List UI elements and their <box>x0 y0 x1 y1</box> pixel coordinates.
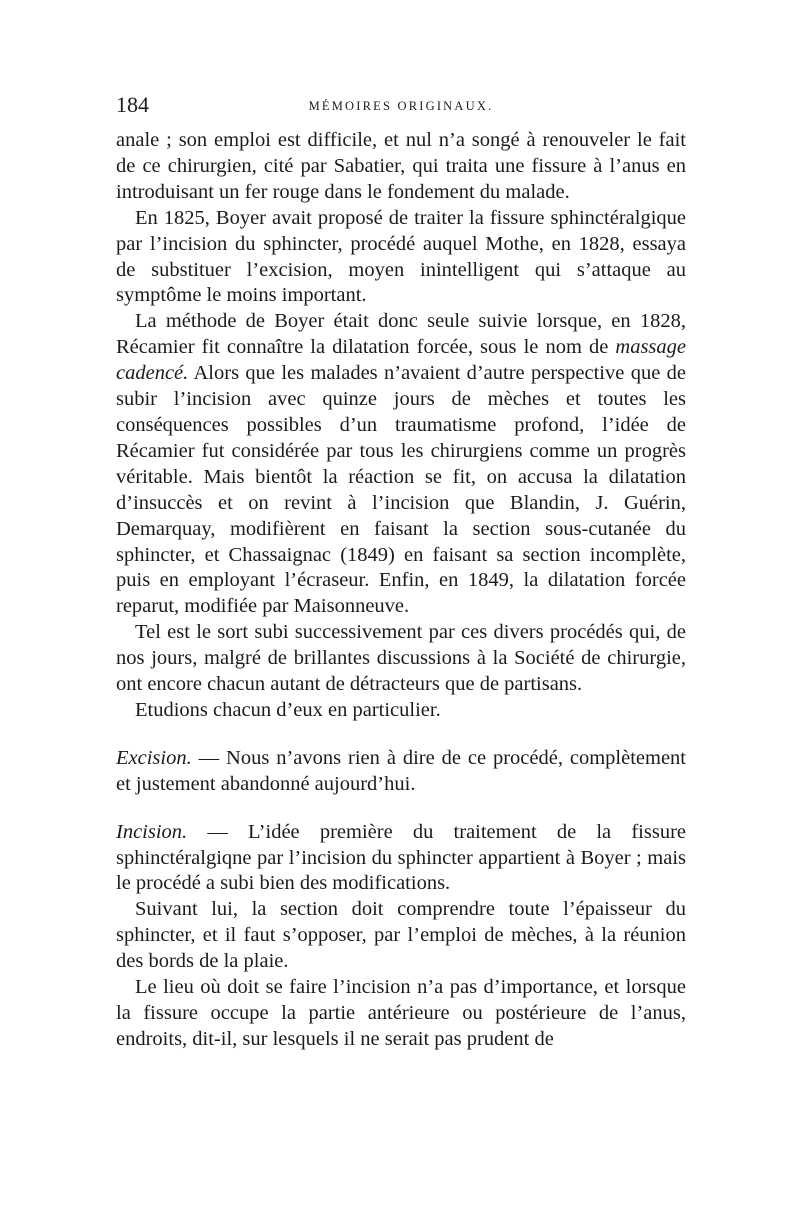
paragraph-procedures-fate: Tel est le sort subi successivement par ces divers procédés qui, de nos jours, malgré de brillantes discussions à la Société de chirurgie, ont encore chacun autant de détracteurs que de partisans. <box>116 621 686 696</box>
paragraph-recamier-text-1: La méthode de Boyer était donc seule suivie lorsque, en 1828, Récamier fit connaître la dilatation forcée, sous le nom de <box>116 310 686 359</box>
massage-cadence-term: massage cadencé. <box>116 336 686 385</box>
running-title: MÉMOIRES ORIGINAUX. <box>308 99 494 113</box>
incision-heading: Incision. <box>116 820 188 843</box>
paragraph-continuation: anale ; son emploi est difficile, et nul n’a songé à renouveler le fait de ce chirurgien, cité par Sabatier, qui traita une fissure à l’anus en introduisant un fer rouge dans le fondement du malade. <box>116 129 686 203</box>
paragraph-study-each: Etudions chacun d’eux en particulier. <box>135 698 441 721</box>
paragraph-section-thickness: Suivant lui, la section doit comprendre toute l’épaisseur du sphincter, et il faut s’opposer, par l’emploi de mèches, à la réunion des bords de la plaie. <box>116 898 686 973</box>
excision-heading: Excision. <box>116 746 192 769</box>
page-number: 184 <box>116 92 149 117</box>
section-incision <box>116 820 686 898</box>
incision-text: — L’idée première du traitement de la fissure sphinctéralgiqne par l’incision du sphincter appartient à Boyer ; mais le procédé a subi bien des modifications. <box>116 820 686 895</box>
section-excision <box>116 746 686 798</box>
paragraph-recamier-text-2: Alors que les malades n’avaient d’autre perspective que de subir l’incision avec quinze jours de mèches et toutes les conséquences possibles d’un traumatisme profond, l’idée de Récamier fut considérée par tous les chirurgiens comme un progrès véritable. Mais bientôt la réaction se fit, on accusa la dilatation d’insuccès et on revint à l’incision que Blandin, J. Guérin, Demarquay, modifièrent en faisant la section sous-cutanée du sphincter, et Chassaignac (1849) en faisant sa section incomplète, puis en employant l’écraseur. Enfin, en 1849, la dilatation forcée reparut, modifiée par Maisonneuve. <box>116 362 686 618</box>
body-text <box>116 128 686 1053</box>
paragraph-boyer-1825: En 1825, Boyer avait proposé de traiter la fissure sphinctéralgique par l’incision du sphincter, procédé auquel Mothe, en 1828, essaya de substituer l’excision, moyen inintelligent qui s’attaque au symptôme le moins important. <box>116 206 686 307</box>
page-header <box>116 92 686 122</box>
paragraph-incision-location: Le lieu où doit se faire l’incision n’a pas d’importance, et lorsque la fissure occupe la partie antérieure ou postérieure de l’anus, endroits, dit-il, sur lesquels il ne serait pas prudent de <box>116 976 686 1050</box>
excision-text: — Nous n’avons rien à dire de ce procédé, complètement et justement abandonné aujourd’hui. <box>116 746 686 795</box>
paragraph-recamier <box>116 309 686 620</box>
